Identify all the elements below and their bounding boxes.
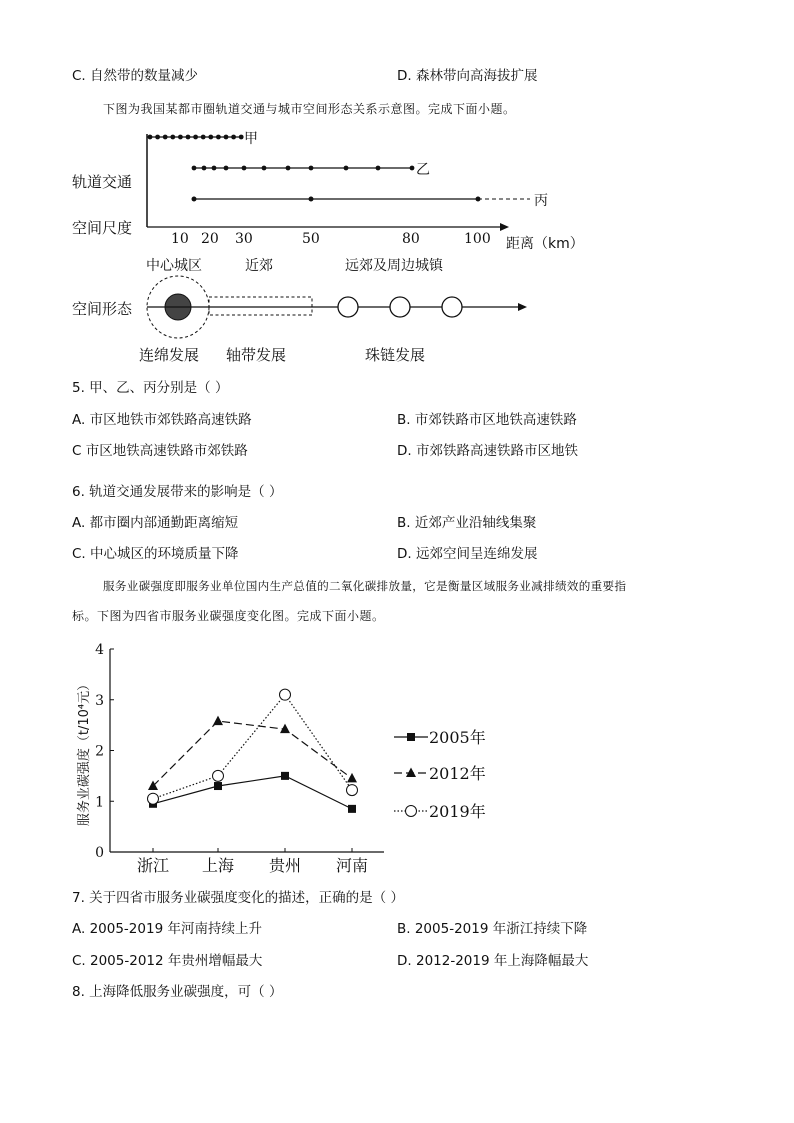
- q5-option-a: A. 市区地铁市郊铁路高速铁路: [72, 412, 252, 428]
- y-tick-label: 4: [95, 642, 104, 658]
- q6-stem: 6. 轨道交通发展带来的影响是（ ）: [72, 484, 283, 500]
- legend-marker: [407, 733, 415, 741]
- intro-paragraph-2-line2: 标。下图为四省市服务业碳强度变化图。完成下面小题。: [72, 609, 385, 623]
- y-tick-label: 1: [95, 794, 104, 811]
- legend-label: 2019年: [429, 802, 486, 821]
- series-0: [149, 772, 356, 813]
- station-dot: [242, 166, 247, 171]
- option-d-prev: D. 森林带向高海拔扩展: [397, 68, 538, 84]
- q6-option-b: B. 近郊产业沿轴线集聚: [397, 515, 537, 531]
- axis-band: [209, 297, 312, 315]
- axis-unit-label: 距离（km）: [506, 236, 584, 252]
- station-dot: [202, 166, 207, 171]
- tick-30: 30: [235, 231, 253, 247]
- series-line: [153, 721, 352, 786]
- station-dot: [163, 135, 168, 140]
- x-tick-label: 贵州: [268, 856, 302, 875]
- legend-item: [394, 802, 486, 821]
- station-dot: [186, 135, 191, 140]
- q5-option-d: D. 市郊铁路高速铁路市区地铁: [397, 443, 578, 459]
- station-dot: [212, 166, 217, 171]
- data-point: [280, 724, 290, 734]
- data-point: [348, 805, 356, 813]
- station-dot: [309, 166, 314, 171]
- station-dot: [178, 135, 183, 140]
- x-tick-label: 河南: [335, 856, 369, 875]
- station-dot: [155, 135, 160, 140]
- form-continuous: 连绵发展: [139, 346, 200, 364]
- station-dot: [208, 135, 213, 140]
- q6-option-d: D. 远郊空间呈连绵发展: [397, 546, 538, 562]
- q8-stem: 8. 上海降低服务业碳强度，可（ ）: [72, 984, 283, 1000]
- rail-space-diagram: [0, 0, 794, 380]
- data-point: [347, 785, 358, 796]
- tick-80: 80: [402, 231, 420, 247]
- x-tick-label: 浙江: [136, 856, 170, 875]
- legend-item: [394, 728, 486, 747]
- tick-20: 20: [201, 231, 219, 247]
- intro-paragraph-2-line1: 服务业碳强度即服务业单位国内生产总值的二氧化碳排放量，它是衡量区域服务业减排绩效的重要指: [103, 579, 627, 593]
- y-tick-label: 2: [95, 743, 104, 760]
- q7-option-b: B. 2005-2019 年浙江持续下降: [397, 921, 588, 937]
- series-2: [148, 689, 358, 804]
- station-dot: [376, 166, 381, 171]
- zone-near: 近郊: [245, 258, 273, 274]
- x-tick-label: 上海: [201, 856, 235, 875]
- station-dot: [201, 135, 206, 140]
- station-dot: [148, 135, 153, 140]
- q7-option-c: C. 2005-2012 年贵州增幅最大: [72, 953, 263, 969]
- y-tick-label: 3: [95, 692, 104, 709]
- satellite-town: [338, 297, 358, 317]
- data-point: [213, 716, 223, 726]
- tick-50: 50: [302, 231, 320, 247]
- q7-option-a: A. 2005-2019 年河南持续上升: [72, 921, 262, 937]
- station-dot: [231, 135, 236, 140]
- row-scale-label: 空间尺度: [72, 219, 133, 237]
- satellite-town: [390, 297, 410, 317]
- station-dot: [239, 135, 244, 140]
- zone-far: 远郊及周边城镇: [345, 258, 443, 274]
- data-point: [148, 793, 159, 804]
- legend-label: 2012年: [429, 764, 486, 783]
- y-tick-label: 0: [95, 845, 104, 861]
- data-point: [347, 773, 357, 783]
- row-rail-label: 轨道交通: [72, 173, 133, 191]
- legend-label: 2005年: [429, 728, 486, 747]
- station-dot: [224, 135, 229, 140]
- station-dot: [286, 166, 291, 171]
- intro-paragraph-1: 下图为我国某都市圈轨道交通与城市空间形态关系示意图。完成下面小题。: [103, 102, 516, 116]
- data-point: [213, 770, 224, 781]
- data-point: [280, 689, 291, 700]
- series-line: [153, 695, 352, 799]
- station-dot: [216, 135, 221, 140]
- line-jia-label: 甲: [244, 131, 258, 147]
- station-dot: [344, 166, 349, 171]
- q7-option-d: D. 2012-2019 年上海降幅最大: [397, 953, 589, 969]
- satellite-town: [442, 297, 462, 317]
- zone-center: 中心城区: [146, 258, 202, 274]
- station-dot: [224, 166, 229, 171]
- row-form-label: 空间形态: [72, 300, 133, 318]
- data-point: [148, 781, 158, 791]
- form-axial: 轴带发展: [226, 346, 287, 364]
- legend-item: [394, 764, 486, 783]
- line-bing-label: 丙: [534, 193, 548, 209]
- q7-stem: 7. 关于四省市服务业碳强度变化的描述，正确的是（ ）: [72, 890, 404, 906]
- series-line: [153, 776, 352, 809]
- series-1: [148, 716, 357, 790]
- q6-option-c: C. 中心城区的环境质量下降: [72, 546, 239, 562]
- station-dot: [262, 166, 267, 171]
- data-point: [214, 782, 222, 790]
- legend-marker: [406, 768, 416, 778]
- form-beads: 珠链发展: [365, 346, 426, 364]
- station-dot: [170, 135, 175, 140]
- option-c-prev: C. 自然带的数量减少: [72, 68, 199, 84]
- station-dot: [193, 135, 198, 140]
- q5-option-b: B. 市郊铁路市区地铁高速铁路: [397, 412, 577, 428]
- q5-option-c: C 市区地铁高速铁路市郊铁路: [72, 443, 248, 459]
- q6-option-a: A. 都市圈内部通勤距离缩短: [72, 515, 239, 531]
- chart-ylabel: 服务业碳强度（t/10⁴元）: [77, 677, 92, 827]
- data-point: [149, 800, 157, 808]
- q5-stem: 5. 甲、乙、丙分别是（ ）: [72, 380, 229, 396]
- station-dot: [192, 166, 197, 171]
- tick-100: 100: [464, 231, 491, 247]
- legend-marker: [406, 806, 417, 817]
- tick-10: 10: [171, 231, 189, 247]
- data-point: [281, 772, 289, 780]
- line-yi-label: 乙: [416, 162, 430, 178]
- station-dot: [410, 166, 415, 171]
